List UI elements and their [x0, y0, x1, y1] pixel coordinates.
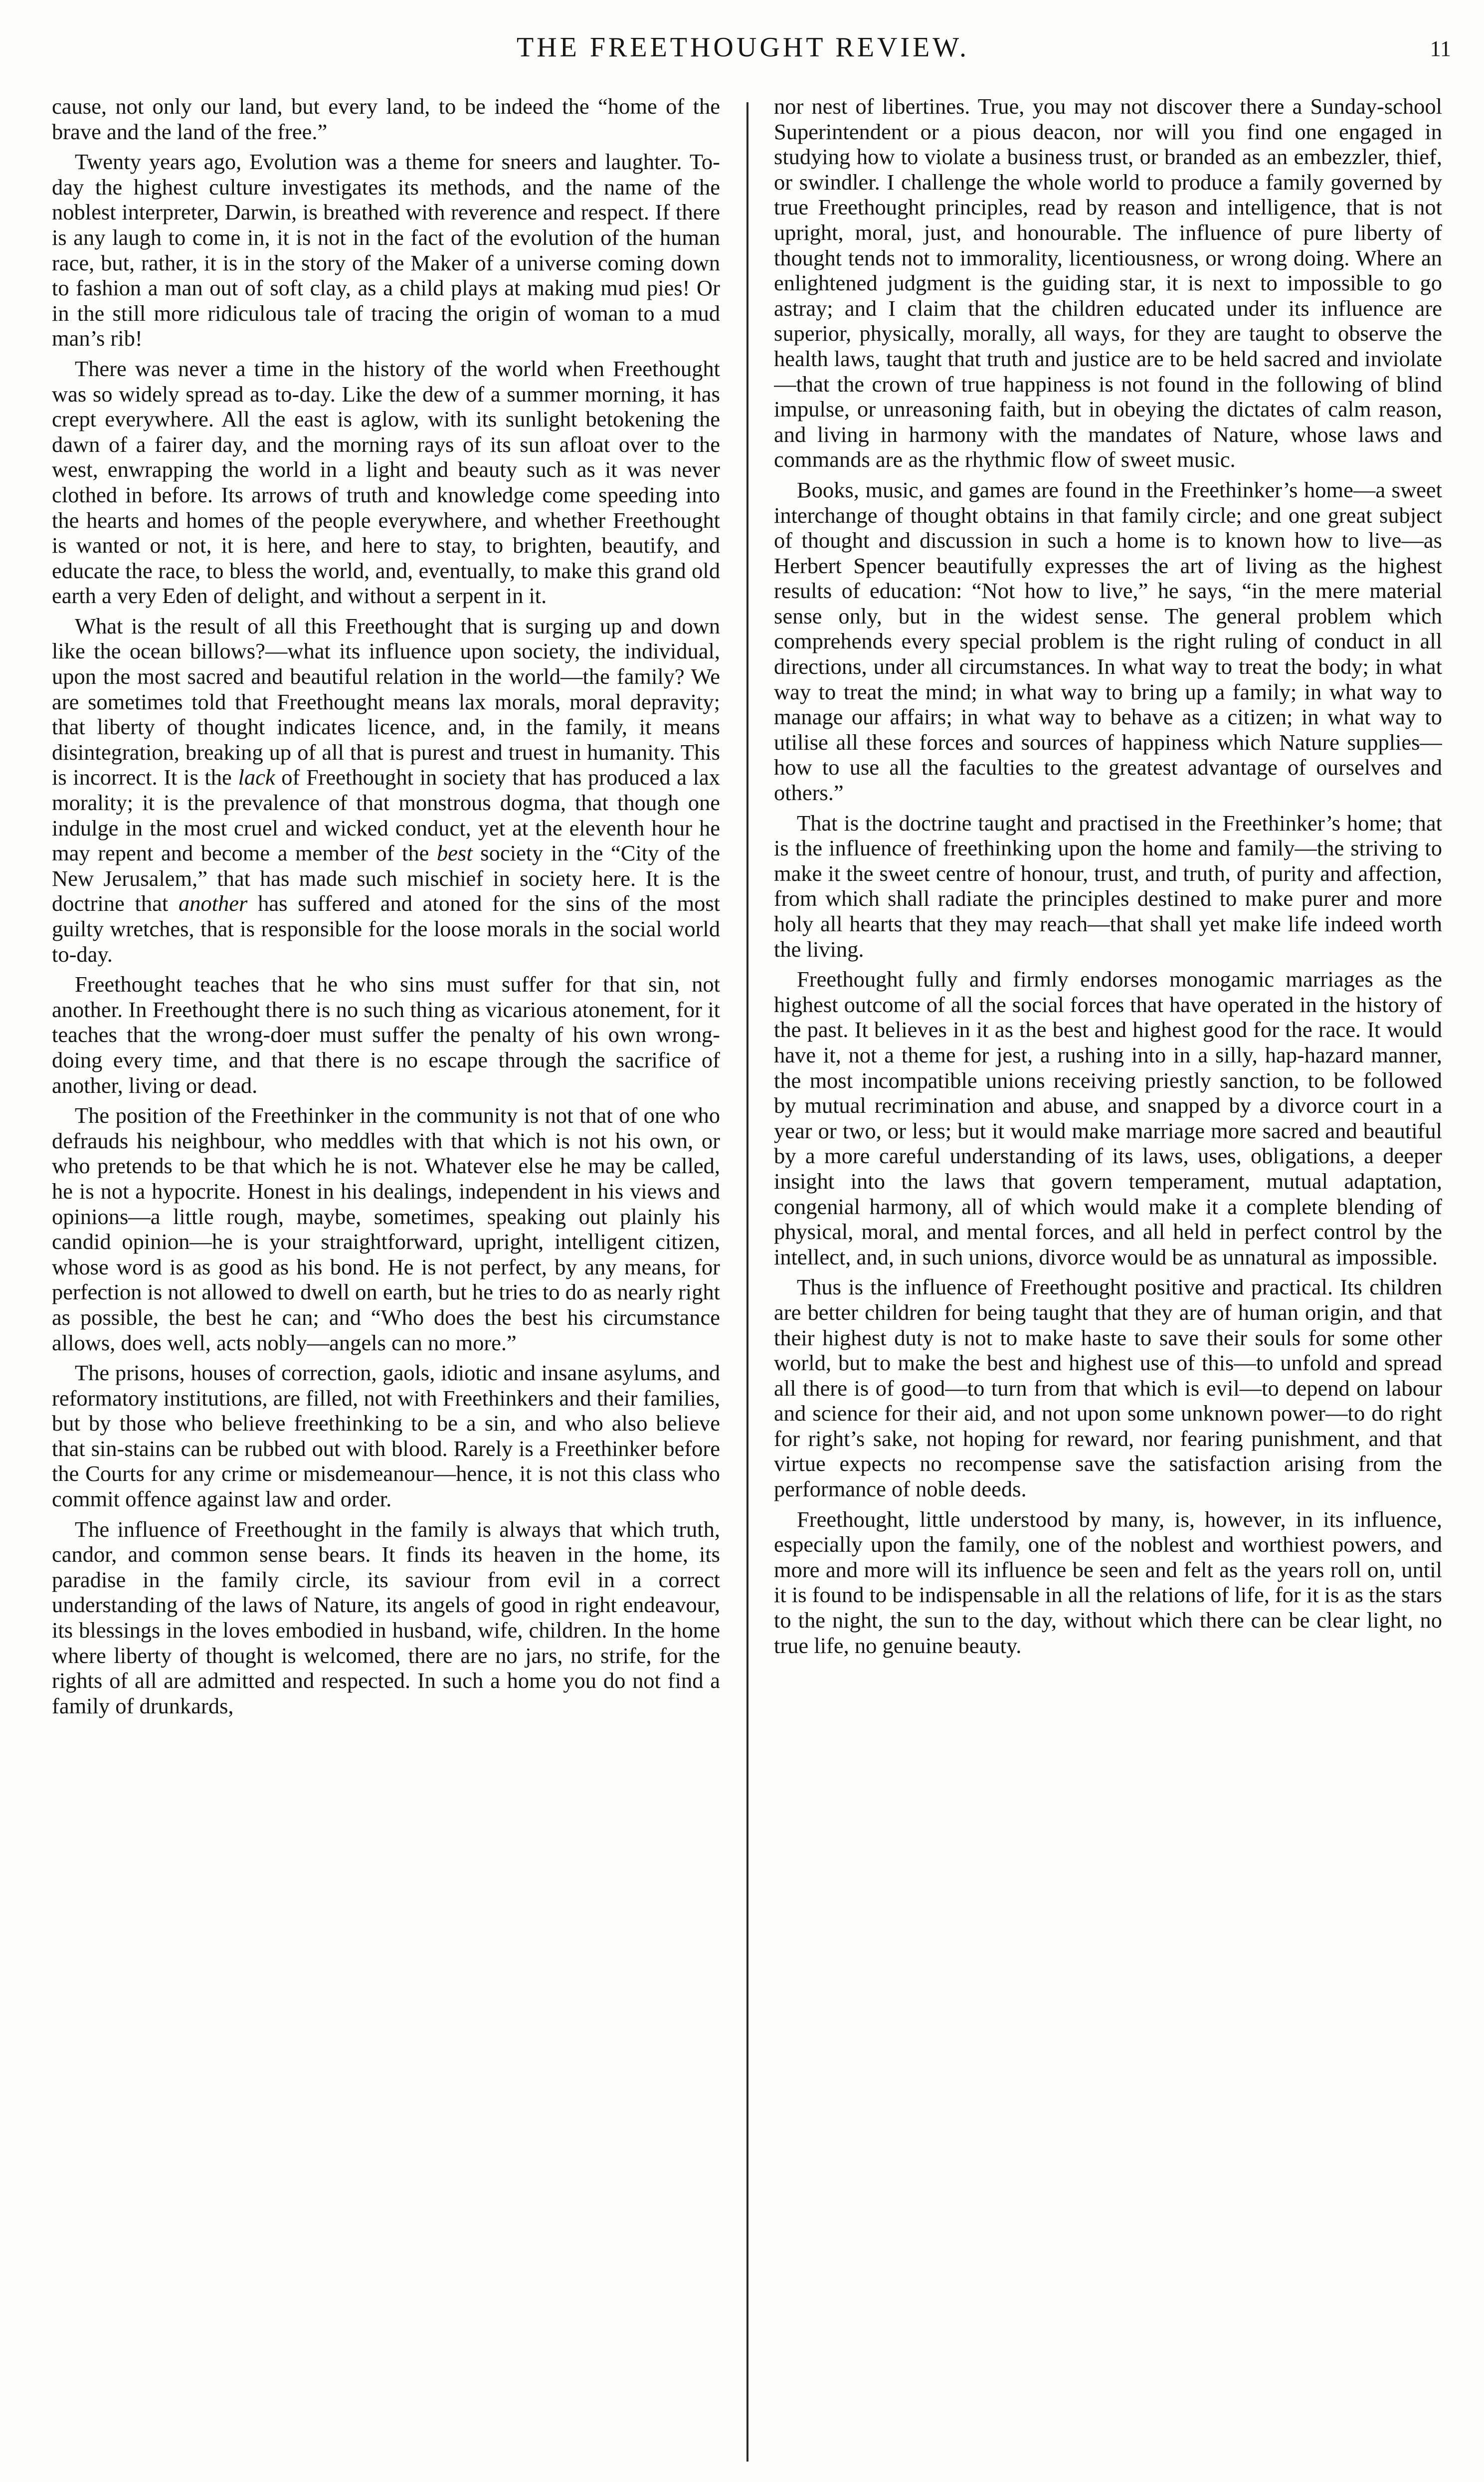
- paragraph: Freethought fully and firmly endorses monogamic marriages as the highest outcome of all the social forces that have operated in the history of the past. It believes in it as the best and highest good for the race. It would have it, not a theme for jest, a rushing into in a silly, hap-hazard manner, the most incompatible unions receiving priestly sanction, to be followed by mutual recrimination and abuse, and snapped by a divorce court in a year or two, or less; but it would make marriage more sacred and beautiful by a more careful understanding of its laws, uses, obligations, a deeper insight into the laws that govern temperament, mutual adaptation, congenial harmony, all of which would make it a complete blending of physical, moral, and mental forces, and all held in perfect control by the intellect, and, in such unions, divorce would be as unnatural as impossible.: [774, 967, 1442, 1269]
- text-run: has suffered and atoned for the sins of the most guilty wretches, that is responsible for the loose morals in the social world to-day.: [52, 891, 720, 967]
- paragraph: The position of the Freethinker in the community is not that of one who defrauds his neighbour, who meddles with that which is not his own, or who pretends to be that which he is not. Whatever else he may be called, he is not a hypocrite. Honest in his dealings, independent in his views and opinions—a little rough, maybe, sometimes, speaking out plainly his candid opinion—he is your straightforward, upright, intelligent citizen, whose word is as good as his bond. He is not perfect, by any means, for perfection is not allowed to dwell on earth, but he tries to do as nearly right as possible, the best he can; and “Who does the best his circumstance allows, does well, acts nobly—angels can no more.”: [52, 1103, 720, 1355]
- page-number: 11: [1430, 36, 1451, 61]
- text-run: of Freethought in society that has produced a lax morality; it is the prevalence of that monstrous dogma, that though one indulge in the most cruel and wicked conduct, yet at the eleventh hour he may repent and become a member of the: [52, 765, 720, 866]
- page-title: THE FREETHOUGHT REVIEW.: [517, 32, 969, 63]
- paragraph: Freethought teaches that he who sins must suffer for that sin, not another. In Freethought there is no such thing as vicarious atonement, for it teaches that the wrong-doer must suffer the penalty of his own wrong-doing every time, and that there is no escape through the sacrifice of another, living or dead.: [52, 972, 720, 1098]
- right-column: [774, 94, 1442, 2473]
- italic-word: best: [437, 840, 473, 866]
- paragraph: There was never a time in the history of the world when Freethought was so widely spread as to-day. Like the dew of a summer morning, it has crept everywhere. All the east is aglow, with its sunlight betokening the dawn of a fairer day, and the morning rays of its sun afloat over to the west, enwrapping the world in a light and beauty such as it was never clothed in before. Its arrows of truth and knowledge come speeding into the hearts and homes of the people everywhere, and whether Freethought is wanted or not, it is here, and here to stay, to brighten, beautify, and educate the race, to bless the world, and, eventually, to make this grand old earth a very Eden of delight, and without a serpent in it.: [52, 356, 720, 609]
- italic-word: lack: [238, 765, 275, 790]
- paragraph: The prisons, houses of correction, gaols, idiotic and insane asylums, and reformatory institutions, are filled, not with Freethinkers and their families, but by those who believe freethinking to be a sin, and who also believe that sin-stains can be rubbed out with blood. Rarely is a Freethinker before the Courts for any crime or misdemeanour—hence, it is not this class who commit offence against law and order.: [52, 1360, 720, 1512]
- paragraph: [52, 614, 720, 967]
- paragraph: The influence of Freethought in the family is always that which truth, candor, and common sense bears. It finds its heaven in the home, its paradise in the family circle, its saviour from evil in a correct understanding of the laws of Nature, its angels of good in right endeavour, its blessings in the loves embodied in husband, wife, children. In the home where liberty of thought is welcomed, there are no jars, no strife, for the rights of all are admitted and respected. In such a home you do not find a family of drunkards,: [52, 1516, 720, 1718]
- paragraph: That is the doctrine taught and practised in the Freethinker’s home; that is the influence of freethinking upon the home and family—the striving to make it the sweet centre of honour, trust, and truth, of purity and affection, from which shall radiate the principles destined to make purer and more holy all hearts that they may reach—that shall yet make life indeed worth the living.: [774, 810, 1442, 962]
- paragraph: nor nest of libertines. True, you may not discover there a Sunday-school Superintendent or a pious deacon, nor will you find one engaged in studying how to violate a business trust, or branded as an embezzler, thief, or swindler. I challenge the whole world to produce a family governed by true Freethought principles, read by reason and intelligence, that is not upright, moral, just, and honourable. The influence of pure liberty of thought tends not to immorality, licentiousness, or wrong doing. Where an enlightened judgment is the guiding star, it is next to impossible to go astray; and I claim that the children educated under its influence are superior, physically, morally, all ways, for they are taught to observe the health laws, taught that truth and justice are to be held sacred and inviolate—that the crown of true happiness is not found in the following of blind impulse, or unreasoning faith, but in obeying the dictates of calm reason, and living in harmony with the mandates of Nature, whose laws and commands are as the rhythmic flow of sweet music.: [774, 94, 1442, 472]
- paragraph: Books, music, and games are found in the Freethinker’s home—a sweet interchange of thought obtains in that family circle; and one great subject of thought and discussion in such a home is to known how to live—as Herbert Spencer beautifully expresses the art of living as the highest results of education: “Not how to live,” he says, “in the mere material sense only, but in the widest sense. The general problem which comprehends every special problem is the right ruling of conduct in all directions, under all circumstances. In what way to treat the body; in what way to treat the mind; in what way to bring up a family; in what way to manage our affairs; in what way to behave as a citizen; in what way to utilise all these forces and sources of happiness which Nature supplies—how to use all the faculties to the greatest advantage of ourselves and others.”: [774, 477, 1442, 806]
- italic-word: another: [178, 891, 248, 916]
- left-column: [52, 94, 720, 2473]
- paragraph: cause, not only our land, but every land, to be indeed the “home of the brave and the land of the free.”: [52, 94, 720, 144]
- page-header: [35, 27, 1451, 82]
- text-run: What is the result of all this Freethought that is surging up and down like the ocean billows?—what its influence upon society, the individual, upon the most sacred and beautiful relation in the world—the family? We are sometimes told that Freethought means lax morals, moral depravity; that liberty of thought indicates licence, and, in the family, it means disintegration, breaking up of all that is purest and truest in humanity. This is incorrect. It is the: [52, 613, 720, 790]
- column-divider: [746, 102, 748, 2462]
- paragraph: Twenty years ago, Evolution was a theme for sneers and laughter. To-day the highest culture investigates its methods, and the name of the noblest interpreter, Darwin, is breathed with reverence and respect. If there is any laugh to come in, it is not in the fact of the evolution of the human race, but, rather, it is in the story of the Maker of a universe coming down to fashion a man out of soft clay, as a child plays at making mud pies! Or in the still more ridiculous tale of tracing the origin of woman to a mud man’s rib!: [52, 149, 720, 351]
- paragraph: Thus is the influence of Freethought positive and practical. Its children are better children for being taught that they are of human origin, and that their highest duty is not to make haste to save their souls for some other world, but to make the best and highest use of this—to unfold and spread all there is of good—to turn from that which is evil—to depend on labour and science for their aid, and not upon some unknown power—to do right for right’s sake, not hoping for reward, nor fearing punishment, and that virtue expects no recompense save the satisfaction arising from the performance of noble deeds.: [774, 1274, 1442, 1502]
- paragraph: Freethought, little understood by many, is, however, in its influence, especially upon the family, one of the noblest and worthiest powers, and more and more will its influence be seen and felt as the years roll on, until it is found to be indispensable in all the relations of life, for it is as the stars to the night, the sun to the day, without which there can be clear light, no true life, no genuine beauty.: [774, 1506, 1442, 1658]
- text-run: society in the “City of the New Jerusalem,” that has made such mischief in society here. It is the doctrine that: [52, 840, 720, 916]
